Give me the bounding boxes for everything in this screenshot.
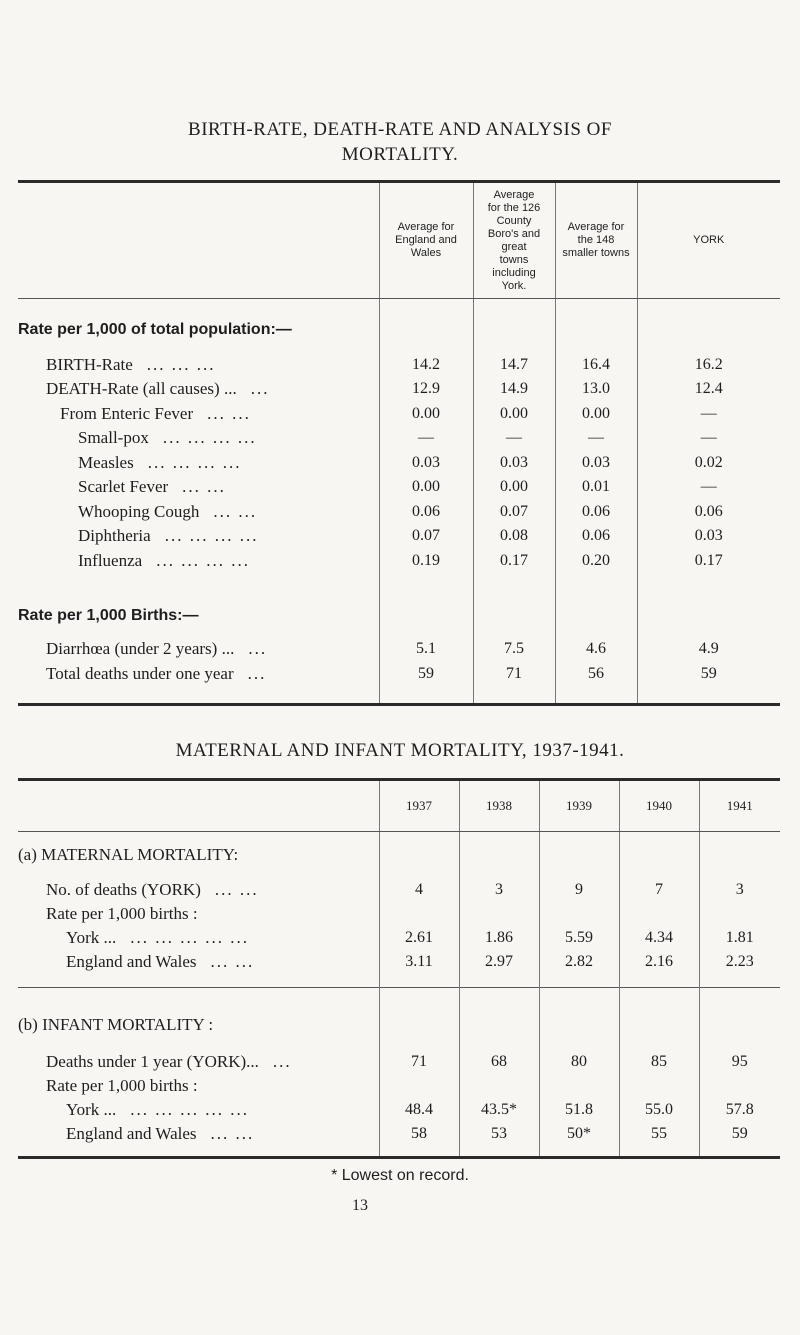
footnote: * Lowest on record.: [331, 1167, 469, 1184]
infant-row: [18, 1122, 780, 1146]
maternal-row: [18, 926, 780, 950]
infant-leader-dots: ...: [272, 1051, 292, 1071]
mortality-value: 0.06: [555, 524, 637, 549]
infant-value: 55: [619, 1122, 699, 1146]
infant-value: 85: [619, 1050, 699, 1074]
maternal-value: [619, 902, 699, 926]
section-births-row: [18, 605, 780, 627]
mortality-title-line1: BIRTH-RATE, DEATH-RATE AND ANALYSIS OF: [188, 119, 612, 140]
maternal-leader-dots: ... ...: [210, 951, 255, 971]
mortality-leader-dots: ... ...: [207, 403, 251, 423]
maternal-value: 2.97: [459, 950, 539, 974]
birth-value: 5.1: [379, 637, 473, 662]
maternal-leader-dots: ... ... ... ... ...: [130, 927, 249, 947]
mortality-row: [18, 353, 780, 378]
infant-row: [18, 1074, 780, 1098]
section-population-row: [18, 319, 780, 341]
mortality-row: [18, 524, 780, 549]
maternal-label: Rate per 1,000 births :: [46, 903, 198, 923]
maternal-value: 3: [699, 878, 780, 902]
col-header-england: Average for England and Wales: [379, 182, 473, 299]
mortality-leader-dots: ... ...: [182, 477, 226, 497]
mortality-value: —: [637, 402, 780, 427]
mortality-value: 0.17: [473, 549, 555, 574]
mortality-value: —: [379, 426, 473, 451]
infant-value: 48.4: [379, 1098, 459, 1122]
maternal-value: 7: [619, 878, 699, 902]
infant-value: 59: [699, 1122, 780, 1146]
maternal-value: 4: [379, 878, 459, 902]
infant-value: 95: [699, 1050, 780, 1074]
infant-value: [539, 1074, 619, 1098]
mortality-leader-dots: ... ... ... ...: [164, 526, 259, 546]
infant-row: [18, 1050, 780, 1074]
infant-value: [699, 1074, 780, 1098]
mortality-leader-dots: ... ...: [213, 501, 258, 521]
section-a-row: [18, 842, 780, 868]
mortality-value: 0.01: [555, 475, 637, 500]
header-blank-2: [18, 780, 379, 832]
mortality-label: DEATH-Rate (all causes) ...: [46, 379, 237, 399]
maternal-value: [379, 902, 459, 926]
infant-label: York ...: [66, 1099, 117, 1119]
birth-leader-dots: ...: [248, 639, 268, 659]
mortality-label: Scarlet Fever: [78, 477, 169, 497]
maternal-value: 1.81: [699, 926, 780, 950]
mortality-label: Whooping Cough: [78, 501, 200, 521]
mortality-row: [18, 549, 780, 574]
mortality-row: [18, 475, 780, 500]
mortality-value: 0.02: [637, 451, 780, 476]
infant-value: 57.8: [699, 1098, 780, 1122]
birth-label: Total deaths under one year: [46, 663, 234, 683]
infant-value: [379, 1074, 459, 1098]
infant-value: 53: [459, 1122, 539, 1146]
maternal-value: [539, 902, 619, 926]
mortality-row: [18, 402, 780, 427]
mortality-value: 12.9: [379, 377, 473, 402]
birth-value: 56: [555, 662, 637, 687]
mortality-value: 0.08: [473, 524, 555, 549]
infant-value: 43.5*: [459, 1098, 539, 1122]
mortality-value: 0.07: [379, 524, 473, 549]
mortality-label: Influenza: [78, 550, 143, 570]
section-b-label: (b) INFANT MORTALITY :: [18, 1014, 214, 1034]
mortality-value: 0.03: [473, 451, 555, 476]
infant-leader-dots: ... ... ... ... ...: [130, 1099, 249, 1119]
mortality-value: 14.2: [379, 353, 473, 378]
birth-value: 4.9: [637, 637, 780, 662]
mortality-row: [18, 451, 780, 476]
infant-value: 51.8: [539, 1098, 619, 1122]
maternal-label: York ...: [66, 927, 117, 947]
mortality-value: 0.06: [637, 500, 780, 525]
maternal-value: 2.61: [379, 926, 459, 950]
birth-label: Diarrhœa (under 2 years) ...: [46, 639, 235, 659]
header-blank: [18, 182, 379, 299]
mortality-value: —: [555, 426, 637, 451]
section-births-label: Rate per 1,000 Births:—: [18, 607, 199, 624]
mortality-title-line2: MORTALITY.: [341, 144, 459, 165]
section-b-row: [18, 1012, 780, 1038]
maternal-table: [18, 778, 780, 1159]
mortality-table: [18, 180, 780, 706]
mortality-label: Diphtheria: [78, 526, 151, 546]
year-header-1940: 1940: [619, 780, 699, 832]
section-a-label: (a) MATERNAL MORTALITY:: [18, 844, 239, 864]
infant-value: 50*: [539, 1122, 619, 1146]
mortality-leader-dots: ...: [250, 379, 270, 399]
mortality-value: —: [473, 426, 555, 451]
infant-value: 80: [539, 1050, 619, 1074]
year-header-1939: 1939: [539, 780, 619, 832]
infant-value: 55.0: [619, 1098, 699, 1122]
infant-value: [619, 1074, 699, 1098]
section-population-label: Rate per 1,000 of total population:—: [18, 320, 292, 338]
maternal-value: 3: [459, 878, 539, 902]
maternal-value: 3.11: [379, 950, 459, 974]
birth-leader-dots: ...: [247, 663, 267, 683]
mortality-value: —: [637, 475, 780, 500]
mortality-label: Measles: [78, 452, 134, 472]
infant-label: Rate per 1,000 births :: [46, 1075, 198, 1095]
infant-label: Deaths under 1 year (YORK)...: [46, 1051, 259, 1071]
mortality-leader-dots: ... ... ... ...: [147, 452, 242, 472]
mortality-value: 0.00: [473, 475, 555, 500]
years-header-row: [18, 780, 780, 832]
mortality-value: 0.00: [473, 402, 555, 427]
infant-value: 68: [459, 1050, 539, 1074]
mortality-row: [18, 377, 780, 402]
page-number: 13: [352, 1197, 368, 1214]
birth-value: 4.6: [555, 637, 637, 662]
mortality-label: From Enteric Fever: [60, 403, 194, 423]
infant-value: 58: [379, 1122, 459, 1146]
mortality-value: 0.19: [379, 549, 473, 574]
birth-value: 59: [379, 662, 473, 687]
mortality-label: BIRTH-Rate: [46, 354, 133, 374]
maternal-value: [699, 902, 780, 926]
year-header-1941: 1941: [699, 780, 780, 832]
col-header-county-boros: Average for the 126 County Boro's and great towns including York.: [473, 182, 555, 299]
col-header-york: YORK: [637, 182, 780, 299]
mortality-row: [18, 500, 780, 525]
maternal-value: [459, 902, 539, 926]
mortality-leader-dots: ... ... ...: [146, 354, 216, 374]
mortality-value: 0.03: [555, 451, 637, 476]
maternal-value: 1.86: [459, 926, 539, 950]
mortality-value: 14.7: [473, 353, 555, 378]
maternal-title: MATERNAL AND INFANT MORTALITY, 1937-1941.: [175, 740, 625, 761]
mortality-value: 0.20: [555, 549, 637, 574]
maternal-value: 2.82: [539, 950, 619, 974]
mortality-value: —: [637, 426, 780, 451]
maternal-label: No. of deaths (YORK): [46, 879, 201, 899]
col-header-smaller-towns: Average for the 148 smaller towns: [555, 182, 637, 299]
maternal-value: 2.23: [699, 950, 780, 974]
maternal-value: 9: [539, 878, 619, 902]
mortality-value: 0.00: [379, 402, 473, 427]
mortality-value: 0.06: [555, 500, 637, 525]
mortality-value: 0.00: [555, 402, 637, 427]
mortality-value: 0.17: [637, 549, 780, 574]
birth-value: 59: [637, 662, 780, 687]
maternal-value: 4.34: [619, 926, 699, 950]
mortality-value: 0.06: [379, 500, 473, 525]
mortality-value: 0.03: [637, 524, 780, 549]
maternal-row: [18, 878, 780, 902]
mortality-value: 0.00: [379, 475, 473, 500]
maternal-value: 2.16: [619, 950, 699, 974]
maternal-value: 5.59: [539, 926, 619, 950]
mortality-value: 16.2: [637, 353, 780, 378]
maternal-label: England and Wales: [66, 951, 197, 971]
maternal-row: [18, 902, 780, 926]
infant-value: 71: [379, 1050, 459, 1074]
mortality-row: [18, 426, 780, 451]
mortality-value: 13.0: [555, 377, 637, 402]
birth-row: [18, 637, 780, 662]
birth-value: 7.5: [473, 637, 555, 662]
mortality-value: 12.4: [637, 377, 780, 402]
maternal-leader-dots: ... ...: [214, 879, 259, 899]
mortality-value: 16.4: [555, 353, 637, 378]
birth-value: 71: [473, 662, 555, 687]
year-header-1937: 1937: [379, 780, 459, 832]
infant-label: England and Wales: [66, 1123, 197, 1143]
mortality-label: Small-pox: [78, 428, 149, 448]
birth-row: [18, 662, 780, 687]
year-header-1938: 1938: [459, 780, 539, 832]
infant-leader-dots: ... ...: [210, 1123, 255, 1143]
mortality-leader-dots: ... ... ... ...: [162, 428, 257, 448]
mortality-header-row: [18, 182, 780, 299]
mortality-value: 0.03: [379, 451, 473, 476]
mortality-value: 0.07: [473, 500, 555, 525]
infant-value: [459, 1074, 539, 1098]
mortality-value: 14.9: [473, 377, 555, 402]
mortality-leader-dots: ... ... ... ...: [156, 550, 250, 570]
maternal-row: [18, 950, 780, 974]
infant-row: [18, 1098, 780, 1122]
